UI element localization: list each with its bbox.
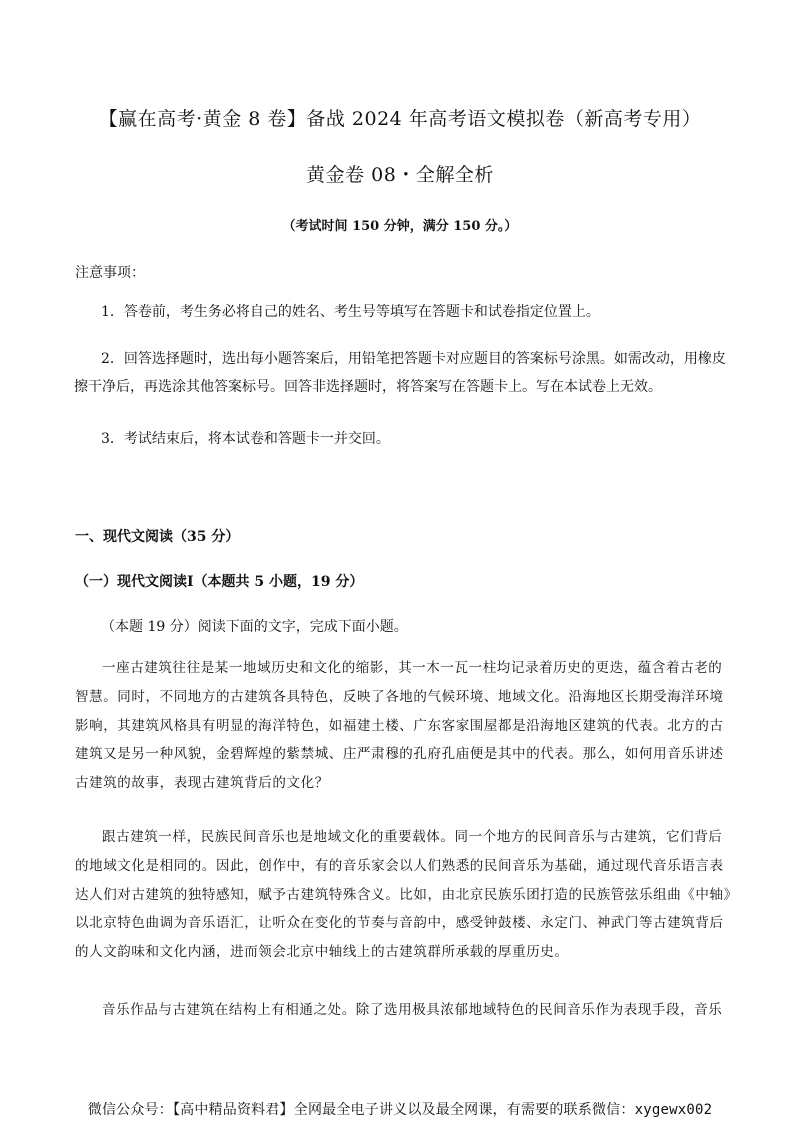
paragraph-line: 的地域文化是相同的。因此，创作中，有的音乐家会以人们熟悉的民间音乐为基础，通过现代音乐语言表 — [75, 857, 724, 874]
passage-paragraph-3 — [75, 996, 725, 1025]
notice-label: 注意事项： — [75, 265, 145, 281]
document-subtitle: 黄金卷 08・全解全析 — [306, 164, 494, 186]
paragraph-line: 的人文韵味和文化内涵，进而领会北京中轴线上的古建筑群所承载的厚重历史。 — [75, 944, 569, 961]
passage-paragraph-2 — [75, 823, 738, 967]
paragraph-line: 建筑又是另一种风貌，金碧辉煌的紫禁城、庄严肃穆的孔府孔庙便是其中的代表。那么，如何用音乐讲述 — [75, 746, 724, 763]
exam-info: （考试时间 150 分钟，满分 150 分。） — [282, 219, 518, 234]
footer-text: 微信公众号：【高中精品资料君】全网最全电子讲义以及最全网课，有需要的联系微信： — [87, 1102, 635, 1118]
paragraph-line: 以北京特色曲调为音乐语汇，让听众在变化的节奏与音韵中，感受钟鼓楼、永定门、神武门等古建筑背后 — [75, 915, 724, 932]
notice-item-2-line-2: 擦干净后，再选涂其他答案标号。回答非选择题时，将答案写在答题卡上。写在本试卷上无效。 — [74, 379, 662, 395]
paragraph-line: 跟古建筑一样，民族民间音乐也是地域文化的重要载体。同一个地方的民间音乐与古建筑，它们背后 — [102, 829, 723, 845]
paragraph-line: 智慧。同时，不同地方的古建筑各具特色，反映了各地的气候环境、地域文化。沿海地区长期受海洋环境 — [75, 688, 724, 705]
notice-item-2-line-1: 2．回答选择题时，选出每小题答案后，用铅笔把答题卡对应题目的答案标号涂黑。如需改动，用橡皮 — [101, 351, 726, 367]
notice-item-1: 1．答卷前，考生务必将自己的姓名、考生号等填写在答题卡和试卷指定位置上。 — [101, 304, 600, 320]
paragraph-line: 音乐作品与古建筑在结构上有相通之处。除了选用极具浓郁地域特色的民间音乐作为表现手段，音乐 — [102, 1002, 723, 1018]
paragraph-line: 影响，其建筑风格具有明显的海洋特色，如福建土楼、广东客家围屋都是沿海地区建筑的代表。北方的古 — [75, 717, 724, 734]
passage-paragraph-1 — [75, 654, 725, 798]
question-intro: （本题 19 分）阅读下面的文字，完成下面小题。 — [101, 619, 408, 635]
footer-wechat-id: xygewx002 — [634, 1102, 713, 1118]
footer-watermark — [0, 1099, 800, 1119]
document-title: 【赢在高考·黄金 8 卷】备战 2024 年高考语文模拟卷（新高考专用） — [98, 108, 702, 130]
notice-item-3: 3．考试结束后，将本试卷和答题卡一并交回。 — [101, 431, 390, 447]
notice-item-2 — [74, 345, 731, 401]
paragraph-line: 古建筑的故事，表现古建筑背后的文化？ — [75, 775, 329, 792]
section-heading: 一、现代文阅读（35 分） — [75, 529, 240, 545]
paragraph-line: 一座古建筑往往是某一地域历史和文化的缩影，其一木一瓦一柱均记录着历史的更迭，蕴含着古老的 — [102, 660, 723, 676]
subsection-heading: （一）现代文阅读Ⅰ（本题共 5 小题，19 分） — [75, 574, 364, 590]
paragraph-line: 达人们对古建筑的独特感知，赋予古建筑特殊含义。比如，由北京民族乐团打造的民族管弦乐组曲《中轴》 — [75, 886, 738, 903]
